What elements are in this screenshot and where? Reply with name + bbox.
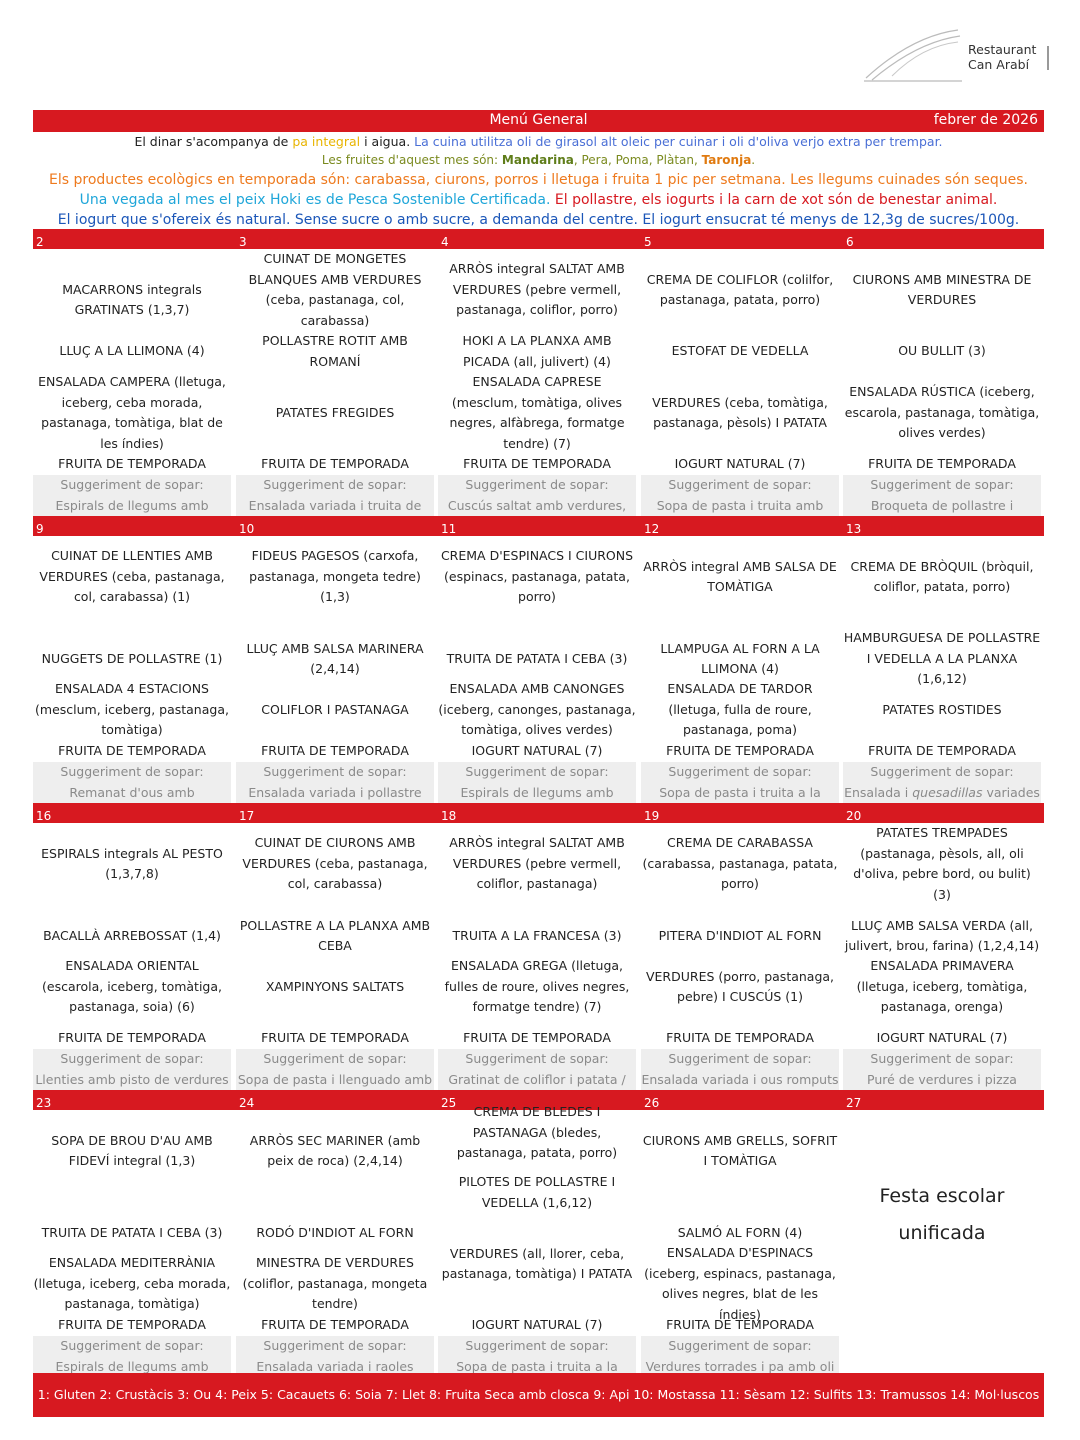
side-dish: COLIFLOR I PASTANAGA bbox=[261, 701, 409, 717]
side-dish: ENSALADA PRIMAVERA (lletuga, iceberg, tomàtiga, pastanaga, orenga) bbox=[856, 958, 1028, 1015]
suggestion-text-b: quesadillas bbox=[912, 784, 983, 800]
suggestion-text: Remanat d'ous amb bbox=[69, 784, 195, 800]
day-cell bbox=[33, 516, 231, 803]
second-course: OU BULLIT (3) bbox=[898, 343, 986, 359]
dinner-suggestion bbox=[438, 1049, 636, 1090]
dessert: IOGURT NATURAL (7) bbox=[876, 1030, 1008, 1046]
dessert: FRUITA DE TEMPORADA bbox=[261, 1317, 409, 1333]
intro-line-1 bbox=[33, 134, 1044, 149]
suggestion-label: Suggeriment de sopar: bbox=[465, 764, 609, 779]
dessert: IOGURT NATURAL (7) bbox=[471, 743, 603, 759]
dinner-suggestion bbox=[33, 1336, 231, 1377]
week-row bbox=[33, 516, 1044, 803]
first-course: CREMA DE BRÒQUIL (bròquil, coliflor, patata, porro) bbox=[850, 558, 1034, 594]
first-course: ARRÒS integral SALTAT AMB VERDURES (pebre vermell, pastanaga, coliflor, porro) bbox=[449, 261, 625, 318]
day-cell bbox=[843, 803, 1041, 1090]
second-course: LLUÇ AMB SALSA VERDA (all, julivert, brou, farina) (1,2,4,14) bbox=[844, 917, 1040, 953]
suggestion-label: Suggeriment de sopar: bbox=[60, 477, 204, 492]
week-row bbox=[33, 229, 1044, 516]
second-course: PILOTES DE POLLASTRE I VEDELLA (1,6,12) bbox=[458, 1174, 616, 1210]
first-course: CREMA DE CARABASSA (carabassa, pastanaga, patata, porro) bbox=[642, 835, 838, 892]
dinner-suggestion bbox=[236, 762, 434, 803]
dinner-suggestion bbox=[236, 475, 434, 516]
first-course: ARRÒS integral AMB SALSA DE TOMÀTIGA bbox=[643, 558, 837, 594]
dessert: FRUITA DE TEMPORADA bbox=[261, 743, 409, 759]
dinner-suggestion bbox=[641, 762, 839, 803]
suggestion-label: Suggeriment de sopar: bbox=[465, 477, 609, 492]
intro-line-5: El iogurt que s'ofereix és natural. Sense sucre o amb sucre, a demanda del centre. El iogurt ensucrat té menys de 12,3g de sucres/100g. bbox=[57, 212, 1020, 228]
second-course: TRUITA A LA FRANCESA (3) bbox=[452, 927, 622, 943]
logo-line-1: Restaurant bbox=[968, 42, 1037, 57]
dessert: FRUITA DE TEMPORADA bbox=[261, 1030, 409, 1046]
day-cell bbox=[438, 1090, 636, 1377]
suggestion-label: Suggeriment de sopar: bbox=[870, 764, 1014, 779]
intro-l2b: Mandarina bbox=[501, 153, 574, 167]
second-course: RODÓ D'INDIOT AL FORN bbox=[256, 1224, 414, 1240]
suggestion-text: Espirals de llegums amb bbox=[55, 1358, 209, 1374]
suggestion-text-c: variades bbox=[986, 784, 1040, 800]
day-number: 5 bbox=[644, 235, 652, 249]
first-course: ESPIRALS integrals AL PESTO (1,3,7,8) bbox=[41, 845, 223, 881]
menu-header bbox=[33, 110, 1044, 132]
side-dish: VERDURES (porro, pastanaga, pebre) I CUSCÚS (1) bbox=[645, 968, 835, 1004]
day-number: 17 bbox=[239, 809, 255, 823]
intro-l4b: El pollastre, els iogurts i la carn de xot són de benestar animal. bbox=[554, 192, 998, 208]
dessert: FRUITA DE TEMPORADA bbox=[868, 743, 1016, 759]
day-cell bbox=[438, 229, 636, 516]
suggestion-label: Suggeriment de sopar: bbox=[668, 764, 812, 779]
second-course: LLUÇ AMB SALSA MARINERA (2,4,14) bbox=[246, 640, 424, 676]
holiday-line-2: unificada bbox=[898, 1222, 986, 1244]
dinner-suggestion bbox=[843, 475, 1041, 516]
dinner-suggestion bbox=[438, 475, 636, 516]
menu-month: febrer de 2026 bbox=[933, 112, 1038, 128]
first-course: CREMA DE BLEDES I PASTANAGA (bledes, pastanaga, patata, porro) bbox=[456, 1104, 618, 1161]
suggestion-text: Espirals de llegums amb bbox=[55, 497, 209, 513]
side-dish: PATATES ROSTIDES bbox=[882, 701, 1002, 717]
suggestion-text: Ensalada variada i pollastre bbox=[248, 784, 422, 800]
day-cell bbox=[236, 516, 434, 803]
dessert: FRUITA DE TEMPORADA bbox=[58, 743, 206, 759]
first-course: CUINAT DE LLENTIES AMB VERDURES (ceba, pastanaga, col, carabassa) (1) bbox=[39, 548, 225, 605]
day-number: 20 bbox=[846, 809, 862, 823]
dessert: FRUITA DE TEMPORADA bbox=[58, 456, 206, 472]
suggestion-label: Suggeriment de sopar: bbox=[60, 1051, 204, 1066]
day-number: 23 bbox=[36, 1096, 52, 1110]
suggestion-text: Puré de verdures i pizza bbox=[867, 1071, 1017, 1087]
first-course: CUINAT DE CIURONS AMB VERDURES (ceba, pastanaga, col, carabassa) bbox=[242, 835, 428, 892]
suggestion-text: Llenties amb pisto de verdures bbox=[35, 1071, 229, 1087]
second-course: BACALLÀ ARREBOSSAT (1,4) bbox=[43, 927, 221, 943]
suggestion-text: Ensalada variada i truita de bbox=[248, 497, 422, 513]
suggestion-text: Cuscús saltat amb verdures, bbox=[447, 497, 627, 513]
day-cell bbox=[438, 803, 636, 1090]
day-number: 2 bbox=[36, 235, 44, 249]
side-dish: ENSALADA GREGA (lletuga, fulles de roure, olives negres, formatge tendre) (7) bbox=[444, 958, 630, 1015]
day-number: 11 bbox=[441, 522, 457, 536]
restaurant-logo-text bbox=[968, 42, 1036, 72]
first-course: ARRÒS SEC MARINER (amb peix de roca) (2,4,14) bbox=[249, 1132, 421, 1168]
dinner-suggestion bbox=[641, 1336, 839, 1377]
side-dish: MINESTRA DE VERDURES (coliflor, pastanaga, mongeta tendre) bbox=[242, 1255, 428, 1312]
suggestion-label: Suggeriment de sopar: bbox=[870, 477, 1014, 492]
first-course: FIDEUS PAGESOS (carxofa, pastanaga, mongeta tedre) (1,3) bbox=[249, 548, 421, 605]
day-cell bbox=[843, 1090, 1041, 1377]
day-number: 27 bbox=[846, 1096, 862, 1110]
day-number: 18 bbox=[441, 809, 457, 823]
dessert: FRUITA DE TEMPORADA bbox=[463, 456, 611, 472]
holiday-line-1: Festa escolar bbox=[879, 1185, 1005, 1207]
day-cell bbox=[641, 803, 839, 1090]
intro-line-4 bbox=[33, 192, 1044, 208]
first-course: SOPA DE BROU D'AU AMB FIDEVÍ integral (1,3) bbox=[51, 1132, 213, 1168]
day-number: 16 bbox=[36, 809, 52, 823]
side-dish: PATATES FREGIDES bbox=[275, 404, 395, 420]
suggestion-text: Ensalada variada i ous romputs bbox=[641, 1071, 839, 1087]
suggestion-label: Suggeriment de sopar: bbox=[668, 477, 812, 492]
intro-l1d: La cuina utilitza oli de girasol alt oleic per cuinar i oli d'oliva verjo extra per trempar. bbox=[414, 134, 943, 149]
side-dish: VERDURES (all, llorer, ceba, pastanaga, tomàtiga) I PATATA bbox=[441, 1245, 633, 1281]
suggestion-label: Suggeriment de sopar: bbox=[668, 1051, 812, 1066]
day-number: 4 bbox=[441, 235, 449, 249]
dinner-suggestion bbox=[438, 762, 636, 803]
day-cell bbox=[236, 1090, 434, 1377]
intro-line-3: Els productes ecològics en temporada són: carabassa, ciurons, porros i lletuga i fruita 1 pic per setmana. Les llegums cuinades són seques. bbox=[49, 172, 1028, 188]
side-dish: VERDURES (ceba, tomàtiga, pastanaga, pèsols) I PATATA bbox=[652, 394, 828, 430]
second-course: SALMÓ AL FORN (4) bbox=[677, 1224, 803, 1240]
intro-l1a: El dinar s'acompanya de bbox=[134, 134, 293, 149]
dinner-suggestion bbox=[438, 1336, 636, 1377]
day-cell bbox=[641, 516, 839, 803]
suggestion-text: Gratinat de coliflor i patata / bbox=[448, 1071, 626, 1087]
suggestion-text: Ensalada variada i raoles bbox=[256, 1358, 414, 1374]
menu-grid bbox=[33, 229, 1044, 1377]
second-course: POLLASTRE ROTIT AMB ROMANÍ bbox=[262, 333, 408, 369]
suggestion-text: Broqueta de pollastre i bbox=[870, 497, 1014, 513]
intro-l1b: pa integral bbox=[292, 134, 361, 149]
day-cell bbox=[236, 229, 434, 516]
suggestion-label: Suggeriment de sopar: bbox=[263, 477, 407, 492]
suggestion-text: Espirals de llegums amb bbox=[460, 784, 614, 800]
day-number: 9 bbox=[36, 522, 44, 536]
day-cell bbox=[641, 229, 839, 516]
week-row bbox=[33, 803, 1044, 1090]
suggestion-text: Sopa de pasta i truita a la bbox=[659, 784, 821, 800]
second-course: ESTOFAT DE VEDELLA bbox=[671, 343, 809, 359]
suggestion-label: Suggeriment de sopar: bbox=[263, 764, 407, 779]
suggestion-text: Verdures torrades i pa amb oli bbox=[645, 1358, 835, 1374]
day-number: 12 bbox=[644, 522, 660, 536]
day-number: 10 bbox=[239, 522, 255, 536]
day-number: 6 bbox=[846, 235, 854, 249]
day-number: 19 bbox=[644, 809, 660, 823]
dinner-suggestion bbox=[843, 762, 1041, 803]
day-cell bbox=[843, 229, 1041, 516]
dessert: FRUITA DE TEMPORADA bbox=[666, 743, 814, 759]
day-number: 3 bbox=[239, 235, 247, 249]
allergen-legend: 1: Gluten 2: Crustàcis 3: Ou 4: Peix 5: Cacauets 6: Soia 7: Llet 8: Fruita Seca amb closca 9: Api 10: Mostassa 11: Sèsam 12: Sulfits 13: Tramussos 14: Mol·luscos bbox=[33, 1373, 1044, 1417]
day-cell bbox=[33, 803, 231, 1090]
dinner-suggestion bbox=[641, 1049, 839, 1090]
first-course: CIURONS AMB MINESTRA DE VERDURES bbox=[852, 271, 1032, 307]
suggestion-text-a: Ensalada i bbox=[844, 784, 913, 800]
day-cell bbox=[843, 516, 1041, 803]
intro-line-2 bbox=[33, 153, 1044, 167]
day-cell bbox=[33, 229, 231, 516]
menu-title: Menú General bbox=[489, 112, 588, 128]
second-course: TRUITA DE PATATA I CEBA (3) bbox=[446, 650, 628, 666]
dessert: IOGURT NATURAL (7) bbox=[471, 1317, 603, 1333]
dinner-suggestion bbox=[236, 1336, 434, 1377]
suggestion-text: Sopa de pasta i llenguado amb bbox=[237, 1071, 433, 1087]
suggestion-text: Sopa de pasta i truita amb bbox=[656, 497, 824, 513]
second-course: NUGGETS DE POLLASTRE (1) bbox=[41, 650, 223, 666]
suggestion-text: Sopa de pasta i truita a la bbox=[456, 1358, 618, 1374]
side-dish: ENSALADA ORIENTAL (escarola, iceberg, tomàtiga, pastanaga, soia) (6) bbox=[42, 958, 222, 1015]
intro-l2c: , Pera, Poma, Plàtan, bbox=[573, 153, 702, 167]
side-dish: ENSALADA MEDITERRÀNIA (lletuga, iceberg, ceba morada, pastanaga, tomàtiga) bbox=[33, 1255, 231, 1312]
dessert: FRUITA DE TEMPORADA bbox=[463, 1030, 611, 1046]
side-dish: ENSALADA AMB CANONGES (iceberg, canonges, pastanaga, tomàtiga, olives verdes) bbox=[438, 681, 636, 738]
dessert: FRUITA DE TEMPORADA bbox=[58, 1317, 206, 1333]
intro-l2d: Taronja bbox=[701, 153, 752, 167]
suggestion-label: Suggeriment de sopar: bbox=[465, 1051, 609, 1066]
side-dish: ENSALADA RÚSTICA (iceberg, escarola, pastanaga, tomàtiga, olives verdes) bbox=[844, 384, 1040, 441]
second-course: PITERA D'INDIOT AL FORN bbox=[658, 927, 822, 943]
dessert: FRUITA DE TEMPORADA bbox=[868, 456, 1016, 472]
first-course: ARRÒS integral SALTAT AMB VERDURES (pebre vermell, coliflor, pastanaga) bbox=[449, 835, 625, 892]
day-number: 24 bbox=[239, 1096, 255, 1110]
side-dish: XAMPINYONS SALTATS bbox=[265, 978, 405, 994]
second-course: LLAMPUGA AL FORN A LA LLIMONA (4) bbox=[660, 640, 820, 676]
second-course: POLLASTRE A LA PLANXA AMB CEBA bbox=[239, 917, 431, 953]
week-row bbox=[33, 1090, 1044, 1377]
dessert: FRUITA DE TEMPORADA bbox=[261, 456, 409, 472]
side-dish: ENSALADA DE TARDOR (lletuga, fulla de roure, pastanaga, poma) bbox=[667, 681, 813, 738]
intro-l4a: Una vegada al mes el peix Hoki es de Pesca Sostenible Certificada. bbox=[79, 192, 555, 208]
day-cell bbox=[33, 1090, 231, 1377]
side-dish: ENSALADA D'ESPINACS (iceberg, espinacs, pastanaga, olives negres, blat de les índies) bbox=[644, 1245, 836, 1322]
dessert: IOGURT NATURAL (7) bbox=[674, 456, 806, 472]
intro-l2a: Les fruites d'aquest mes són: bbox=[321, 153, 502, 167]
dinner-suggestion bbox=[236, 1049, 434, 1090]
second-course: TRUITA DE PATATA I CEBA (3) bbox=[41, 1224, 223, 1240]
second-course: HOKI A LA PLANXA AMB PICADA (all, julivert) (4) bbox=[462, 333, 612, 369]
suggestion-label: Suggeriment de sopar: bbox=[60, 1338, 204, 1353]
suggestion-label: Suggeriment de sopar: bbox=[263, 1051, 407, 1066]
first-course: CUINAT DE MONGETES BLANQUES AMB VERDURES (ceba, pastanaga, col, carabassa) bbox=[248, 251, 422, 328]
dessert: FRUITA DE TEMPORADA bbox=[666, 1317, 814, 1333]
side-dish: ENSALADA CAPRESE (mesclum, tomàtiga, olives negres, alfàbrega, formatge tendre) (7) bbox=[449, 374, 625, 451]
dinner-suggestion bbox=[33, 762, 231, 803]
day-number: 25 bbox=[441, 1096, 457, 1110]
suggestion-label: Suggeriment de sopar: bbox=[263, 1338, 407, 1353]
suggestion-label: Suggeriment de sopar: bbox=[465, 1338, 609, 1353]
side-dish: ENSALADA CAMPERA (lletuga, iceberg, ceba morada, pastanaga, tomàtiga, blat de les índies) bbox=[38, 374, 226, 451]
suggestion-label: Suggeriment de sopar: bbox=[870, 1051, 1014, 1066]
logo-line-2: Can Arabí bbox=[968, 57, 1030, 72]
second-course: HAMBURGUESA DE POLLASTRE I VEDELLA A LA PLANXA (1,6,12) bbox=[843, 630, 1041, 687]
intro-l2e: . bbox=[751, 153, 756, 167]
side-dish: ENSALADA 4 ESTACIONS (mesclum, iceberg, pastanaga, tomàtiga) bbox=[35, 681, 229, 738]
day-cell bbox=[438, 516, 636, 803]
day-number: 13 bbox=[846, 522, 862, 536]
day-number: 26 bbox=[644, 1096, 660, 1110]
dinner-suggestion bbox=[33, 475, 231, 516]
first-course: CIURONS AMB GRELLS, SOFRIT I TOMÀTIGA bbox=[642, 1132, 838, 1168]
intro-l1c: i aigua. bbox=[360, 134, 415, 149]
dinner-suggestion bbox=[33, 1049, 231, 1090]
dessert: FRUITA DE TEMPORADA bbox=[666, 1030, 814, 1046]
suggestion-label: Suggeriment de sopar: bbox=[60, 764, 204, 779]
dinner-suggestion bbox=[641, 475, 839, 516]
dessert: FRUITA DE TEMPORADA bbox=[58, 1030, 206, 1046]
school-holiday-note bbox=[843, 1150, 1041, 1280]
day-cell bbox=[641, 1090, 839, 1377]
first-course: CREMA DE COLIFLOR (colilfor, pastanaga, patata, porro) bbox=[646, 271, 834, 307]
second-course: LLUÇ A LA LLIMONA (4) bbox=[59, 343, 205, 359]
suggestion-label: Suggeriment de sopar: bbox=[668, 1338, 812, 1353]
first-course: MACARRONS integrals GRATINATS (1,3,7) bbox=[62, 281, 202, 317]
day-cell bbox=[236, 803, 434, 1090]
first-course: CREMA D'ESPINACS I CIURONS (espinacs, pastanaga, patata, porro) bbox=[440, 548, 634, 605]
dinner-suggestion bbox=[843, 1049, 1041, 1090]
first-course: PATATES TREMPADES (pastanaga, pèsols, all, oli d'oliva, pebre bord, ou bulit) (3) bbox=[853, 825, 1031, 902]
